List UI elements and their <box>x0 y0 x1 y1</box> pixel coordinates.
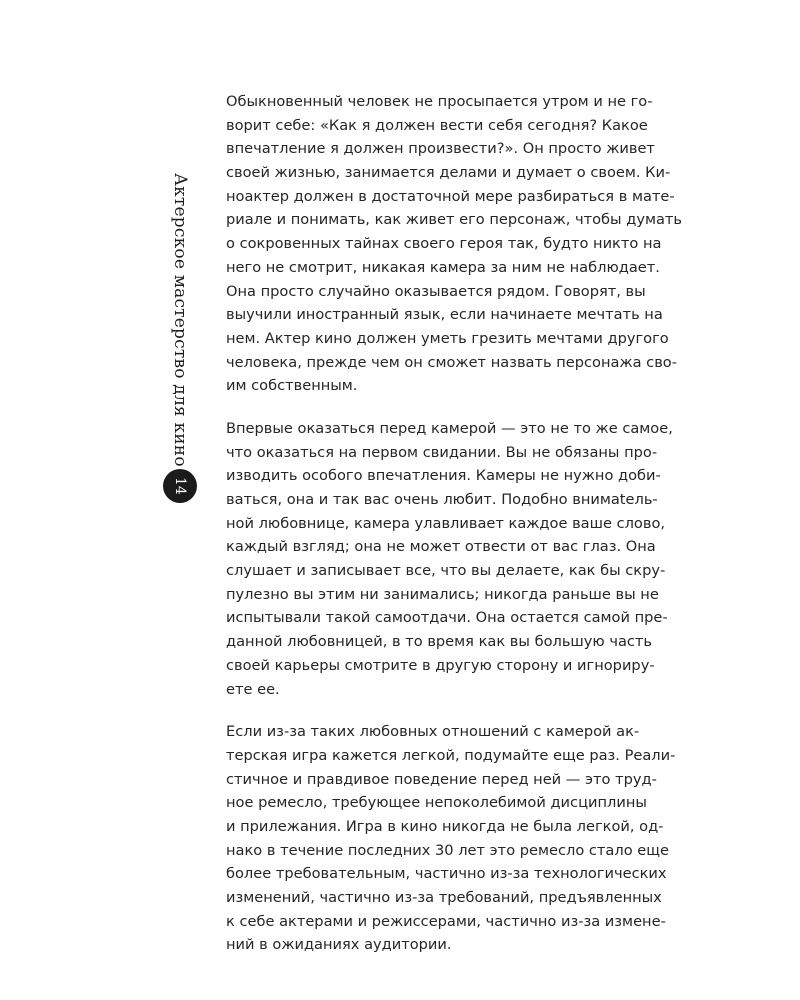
text-line: к себе актерами и режиссерами, частично из-за измене- <box>226 912 666 930</box>
text-line: Если из-за таких любовных отношений с камерой ак- <box>226 723 640 741</box>
body-text <box>226 90 683 976</box>
text-line: ное ремесло, требующее непоколебимой дисциплины <box>226 794 647 812</box>
text-line: Обыкновенный человек не просыпается утром и не го- <box>226 93 653 110</box>
text-line: ноактер должен в достаточной мере разбираться в мате- <box>226 187 675 205</box>
book-title: Актерское мастерство для кино <box>170 173 190 467</box>
text-line: ете ее. <box>226 680 280 698</box>
text-line: него не смотрит, никакая камера за ним не наблюдает. <box>226 258 660 276</box>
text-line: и прилежания. Игра в кино никогда не была легкой, од- <box>226 817 664 835</box>
text-line: риале и понимать, как живет его персонаж, чтобы думать <box>226 211 683 229</box>
page-number: 14 <box>172 477 188 495</box>
text-line: человека, прежде чем он сможет назвать персонажа сво- <box>226 353 677 371</box>
text-line: что оказаться на первом свидании. Вы не обязаны про- <box>226 443 658 461</box>
text-line: стичное и правдивое поведение перед ней — это труд- <box>226 770 657 788</box>
text-line: выучили иностранный язык, если начинаете мечтать на <box>226 306 663 324</box>
text-line: данной любовницей, в то время как вы большую часть <box>226 633 653 651</box>
text-line: ворит себе: «Как я должен вести себя сегодня? Какое <box>226 116 648 134</box>
text-line: своей карьеры смотрите в другую сторону и игнориру- <box>226 656 655 674</box>
text-line: своей жизнью, занимается делами и думает о своем. Ки- <box>226 164 671 182</box>
text-line: испытывали такой самоотдачи. Она остается самой пре- <box>226 609 668 627</box>
text-line: терская игра кажется легкой, подумайте еще раз. Реали- <box>226 746 676 764</box>
text-line: ний в ожиданиях аудитории. <box>226 936 452 954</box>
text-line: слушает и записывает все, что вы делаете, как бы скру- <box>226 562 666 580</box>
text-line: о сокровенных тайнах своего героя так, будто никто на <box>226 235 662 253</box>
text-line: пулезно вы этим ни занимались; никогда раньше вы не <box>226 585 659 603</box>
text-line: более требовательным, частично из-за технологических <box>226 865 667 883</box>
text-line: нако в течение последних 30 лет это ремесло стало еще <box>226 841 669 859</box>
text-line: нем. Актер кино должен уметь грезить мечтами другого <box>226 329 669 347</box>
text-line: изводить особого впечатления. Камеры не нужно доби- <box>226 467 661 485</box>
text-line: ной любовнице, камера улавливает каждое ваше слово, <box>226 514 666 532</box>
page-number-badge <box>163 469 197 503</box>
text-line: Впервые оказаться перед камерой — это не то же самое, <box>226 419 673 437</box>
paragraph <box>226 417 673 701</box>
running-head <box>165 175 195 465</box>
text-line: изменений, частично из-за требований, предъявленных <box>226 889 662 906</box>
text-line: впечатление я должен произвести?». Он просто живет <box>226 140 655 158</box>
text-line: каждый взгляд; она не может отвести от вас глаз. Она <box>226 538 656 556</box>
paragraph <box>226 90 683 398</box>
paragraph <box>226 720 676 957</box>
text-line: Она просто случайно оказывается рядом. Говорят, вы <box>226 282 646 300</box>
text-line: ваться, она и так вас очень любит. Подобно внимatель- <box>226 491 658 508</box>
text-line: им собственным. <box>226 377 358 395</box>
